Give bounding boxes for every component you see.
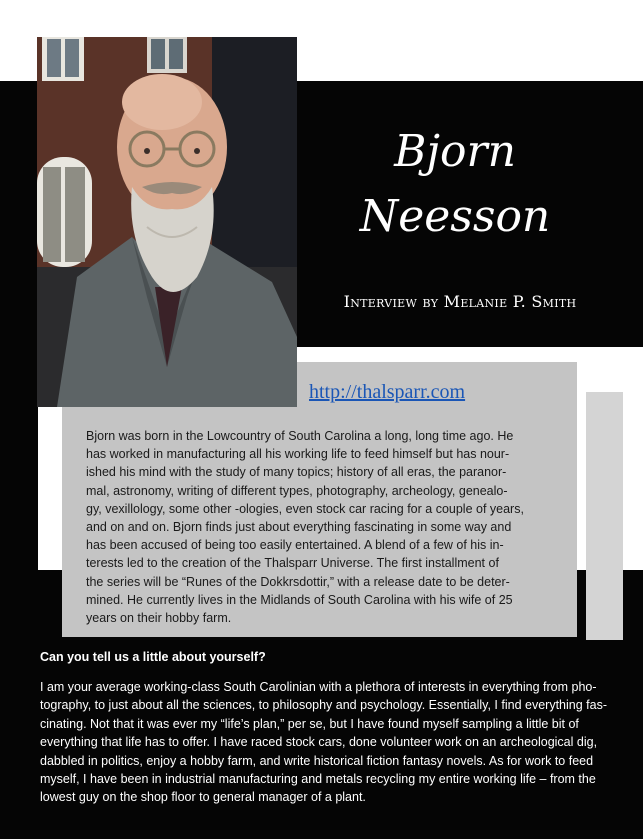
author-portrait-illustration xyxy=(37,37,297,407)
bio-line: and on and on. Bjorn finds just about everything fascinating in some way and xyxy=(86,520,512,535)
answer-line: tography, to just about all the sciences, to philosophy and psychology. Essentially, I find everything fas- xyxy=(40,698,607,713)
left-accent-band xyxy=(0,347,38,570)
bio-line: gy, vexillology, some other -ologies, even stock car racing for a couple of years, xyxy=(86,501,524,516)
bio-line: Bjorn was born in the Lowcountry of South Carolina a long, long time ago. He xyxy=(86,429,514,443)
author-last-name: Neesson xyxy=(359,191,551,242)
author-photo xyxy=(37,37,297,407)
author-first-name: Bjorn xyxy=(394,126,516,177)
bio-line: has worked in manufacturing all his working life to feed himself but has nour- xyxy=(86,447,510,462)
bio-line: the series will be “Runes of the Dokkrsdottir,” with a release date to be deter- xyxy=(86,574,510,589)
interview-question: Can you tell us a little about yourself? xyxy=(40,650,266,664)
bio-line: years on their hobby farm. xyxy=(86,611,232,626)
bio-line: mined. He currently lives in the Midlands of South Carolina with his wife of 25 xyxy=(86,592,513,607)
answer-line: cinating. Not that it was ever my “life’s plan,” per se, but I have found myself sampling a little bit of xyxy=(40,716,579,731)
answer-line: I am your average working-class South Carolinian with a plethora of interests in everything from pho- xyxy=(40,680,597,694)
interview-answer xyxy=(40,678,620,807)
answer-line: lowest guy on the shop floor to general manager of a plant. xyxy=(40,790,366,805)
answer-line: everything that life has to offer. I have raced stock cars, done volunteer work on an archeological dig, xyxy=(40,735,598,750)
author-bio xyxy=(86,427,556,627)
bio-line: has been accused of being too easily entertained. A blend of a few of his in- xyxy=(86,538,504,553)
right-accent-bar xyxy=(586,392,623,640)
answer-line: dabbled in politics, enjoy a hobby farm, and write historical fiction fantasy novels. As for work to feed xyxy=(40,753,594,768)
interview-byline: Interview by Melanie P. Smith xyxy=(343,292,577,311)
bio-line: terests led to the creation of the Thalsparr Universe. The first installment of xyxy=(86,556,499,571)
answer-line: myself, I have been in industrial manufacturing and metals recycling my entire working life – from the xyxy=(40,772,596,787)
bio-line: ished his mind with the study of many topics; history of all eras, the paranor- xyxy=(86,465,507,480)
website-link[interactable]: http://thalsparr.com xyxy=(309,381,466,403)
bio-line: mal, astronomy, writing of different types, photography, archeology, genealo- xyxy=(86,483,508,498)
